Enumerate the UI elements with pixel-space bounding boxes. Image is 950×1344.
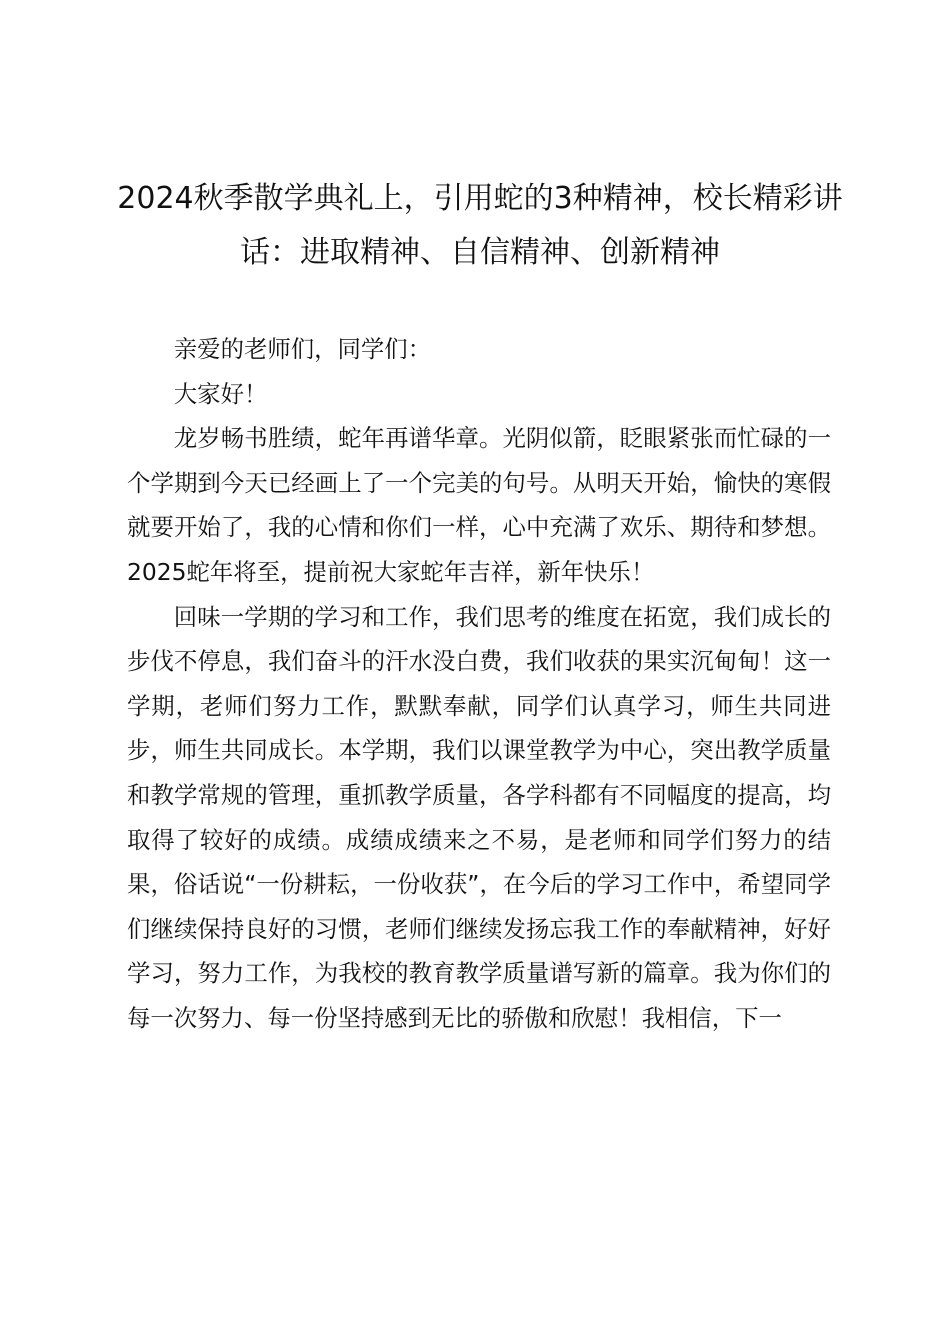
- hello-paragraph: 大家好！: [173, 379, 268, 408]
- body-paragraph: 回味一学期的学习和工作，我们思考的维度在拓宽，我们成长的步伐不停息，我们奋斗的汗水没白费，我们收获的果实沉甸甸！这一学期，老师们努力工作，默默奉献，同学们认真学习，师生共同进步，师生共同成长。本学期，我们以课堂教学为中心，突出教学质量和教学常规的管理，重抓教学质量，各学科都有不同幅度的提高，均取得了较好的成绩。成绩成绩来之不易，是老师和同学们努力的结果，俗话说“一份耕耘，一份收获”，在今后的学习工作中，希望同学们继续保持良好的习惯，老师们继续发扬忘我工作的奉献精神，好好学习，努力工作，为我校的教育教学质量谱写新的篇章。我为你们的每一次努力、每一份坚持感到无比的骄傲和欣慰！我相信，下一: [127, 602, 831, 1032]
- body-paragraph: 龙岁畅书胜绩，蛇年再谱华章。光阴似箭，眨眼紧张而忙碌的一个学期到今天已经画上了一个完美的句号。从明天开始，愉快的寒假就要开始了，我的心情和你们一样，心中充满了欢乐、期待和梦想。2025蛇年将至，提前祝大家蛇年吉祥，新年快乐！: [127, 424, 831, 586]
- document-title: 2024秋季散学典礼上，引用蛇的3种精神，校长精彩讲话：进取精神、自信精神、创新精神: [117, 181, 843, 270]
- document-body: [127, 327, 831, 1041]
- greeting-paragraph: 亲爱的老师们，同学们：: [173, 335, 432, 363]
